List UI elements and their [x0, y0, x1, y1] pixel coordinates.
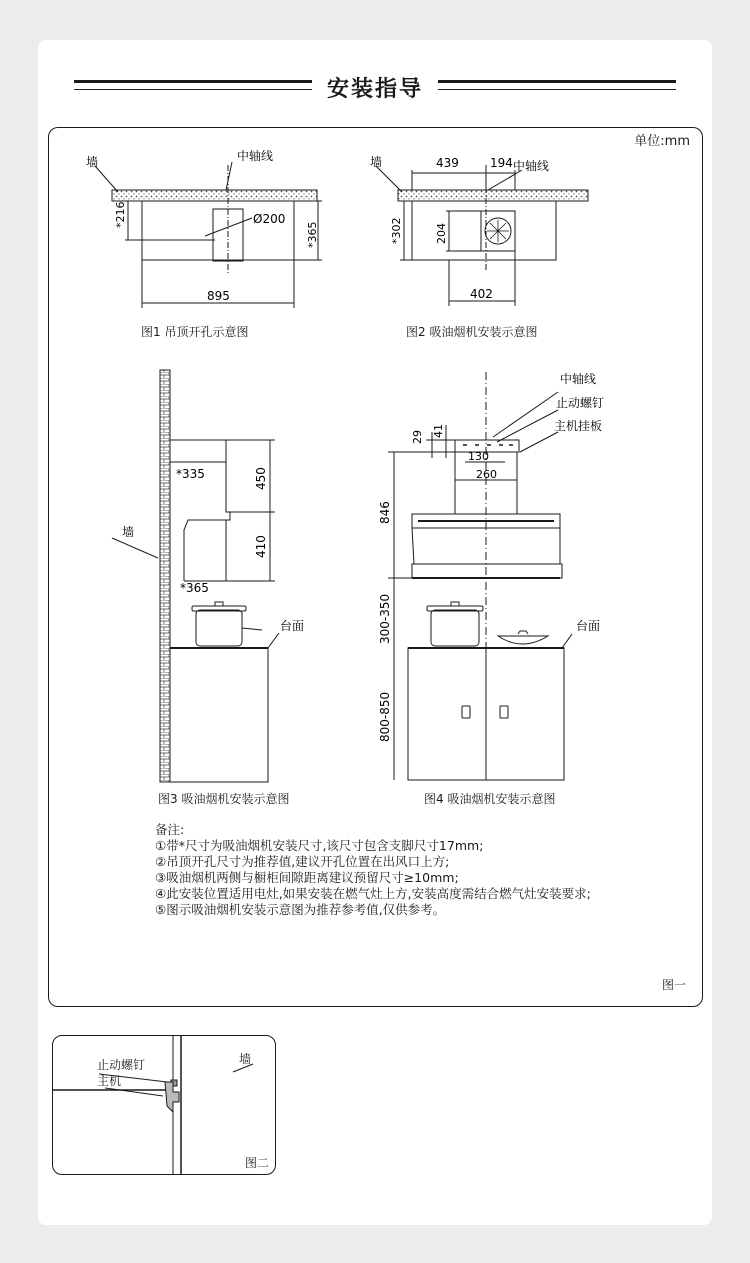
fig4-hood-bottom [412, 564, 562, 578]
fig3-cabinet [170, 648, 268, 782]
note-5: ⑤图示吸油烟机安装示意图为推荐参考值,仅供参考。 [155, 902, 446, 917]
fig3-hood-outline [170, 440, 230, 581]
fig1-wall-leader [95, 166, 118, 192]
fig1-dim-216: *216 [114, 201, 127, 228]
fig2-caption: 图2 吸油烟机安装示意图 [406, 325, 538, 339]
fig4-counter-label: 台面 [576, 619, 601, 633]
fig4-bracket-label: 主机挂板 [554, 419, 603, 433]
fig2-wall-label: 墙 [370, 155, 383, 169]
fig2-dim-439: 439 [436, 156, 459, 170]
fig4-dim-846: 846 [378, 501, 392, 524]
fig4-caption: 图4 吸油烟机安装示意图 [424, 792, 556, 806]
note-1: ①带*尺寸为吸油烟机安装尺寸,该尺寸包含支脚尺寸17mm; [155, 838, 484, 853]
fig4-dim-130: 130 [468, 450, 489, 463]
note-2: ②吊顶开孔尺寸为推荐值,建议开孔位置在出风口上方; [155, 854, 450, 869]
fig4-pot [431, 610, 479, 646]
fig3-wall-leader [112, 538, 158, 558]
fig3-counter-label: 台面 [280, 619, 305, 633]
fig1-ceiling-slab [112, 190, 317, 201]
fig3-wall [160, 370, 170, 782]
fig1-axis-label: 中轴线 [237, 149, 274, 163]
detail-main-label: 主机 [97, 1074, 122, 1088]
fig1-wall-label: 墙 [86, 155, 99, 169]
fig4-dim-800-850: 800-850 [378, 691, 392, 742]
fig4-dim-300-350: 300-350 [378, 593, 392, 644]
fig4-handle-right [500, 706, 508, 718]
fig1-caption: 图1 吊顶开孔示意图 [141, 325, 249, 339]
detail-wall-label: 墙 [239, 1052, 252, 1066]
fig2-ceiling-slab [398, 190, 588, 201]
fig3-pot [196, 610, 242, 646]
page-title: 安装指导 [326, 77, 423, 102]
fig4-counter-leader [562, 634, 572, 648]
fig1-diameter: Ø200 [253, 212, 286, 226]
fig3-dim-365: *365 [180, 581, 209, 595]
fig4-wok [498, 636, 548, 644]
fig4-axis-label: 中轴线 [560, 372, 597, 386]
notes-title: 备注: [155, 822, 185, 837]
fig3-dim-410: 410 [254, 535, 268, 558]
fig3-caption: 图3 吸油烟机安装示意图 [158, 792, 290, 806]
fig2-axis-label: 中轴线 [513, 159, 550, 173]
fig3-wall-label: 墙 [122, 525, 135, 539]
fig4-dim-41: 41 [432, 424, 445, 438]
detail-frame [52, 1035, 276, 1175]
fig2-dim-204: 204 [435, 223, 448, 244]
fig4-axis-leader [493, 392, 558, 437]
fig3-counter-leader [268, 633, 279, 648]
fig1-axis-leader [226, 162, 232, 190]
figure1-ceiling-hole [95, 162, 322, 308]
fig2-wall-leader [376, 166, 402, 192]
detail-fig-label: 图二 [245, 1156, 270, 1170]
detail-screw-label: 止动螺钉 [97, 1058, 146, 1072]
fig1-dim-365: *365 [306, 221, 319, 248]
note-4: ④此安装位置适用电灶,如果安装在燃气灶上方,安装高度需结合燃气灶安装要求; [155, 886, 591, 901]
notes-block [155, 822, 591, 918]
fig1-dim-895: 895 [207, 289, 230, 303]
fig3-dim-335: *335 [176, 467, 205, 481]
fig2-dim-194: 194 [490, 156, 513, 170]
fig4-dim-29: 29 [411, 430, 424, 444]
fig4-handle-left [462, 706, 470, 718]
unit-label: 单位:mm [634, 134, 690, 149]
fig2-dim-302: *302 [390, 217, 403, 244]
fig4-bracket-leader [520, 432, 558, 452]
figure3-side-view [112, 370, 279, 782]
fig4-screw-label: 止动螺钉 [556, 396, 605, 410]
fig4-dim-260: 260 [476, 468, 497, 481]
figure2-hood-plan [376, 165, 588, 306]
fig2-dim-402: 402 [470, 287, 493, 301]
fig3-dim-450: 450 [254, 467, 268, 490]
figure-one-label: 图一 [662, 978, 687, 992]
note-3: ③吸油烟机两侧与橱柜间隙距离建议预留尺寸≥10mm; [155, 870, 459, 885]
